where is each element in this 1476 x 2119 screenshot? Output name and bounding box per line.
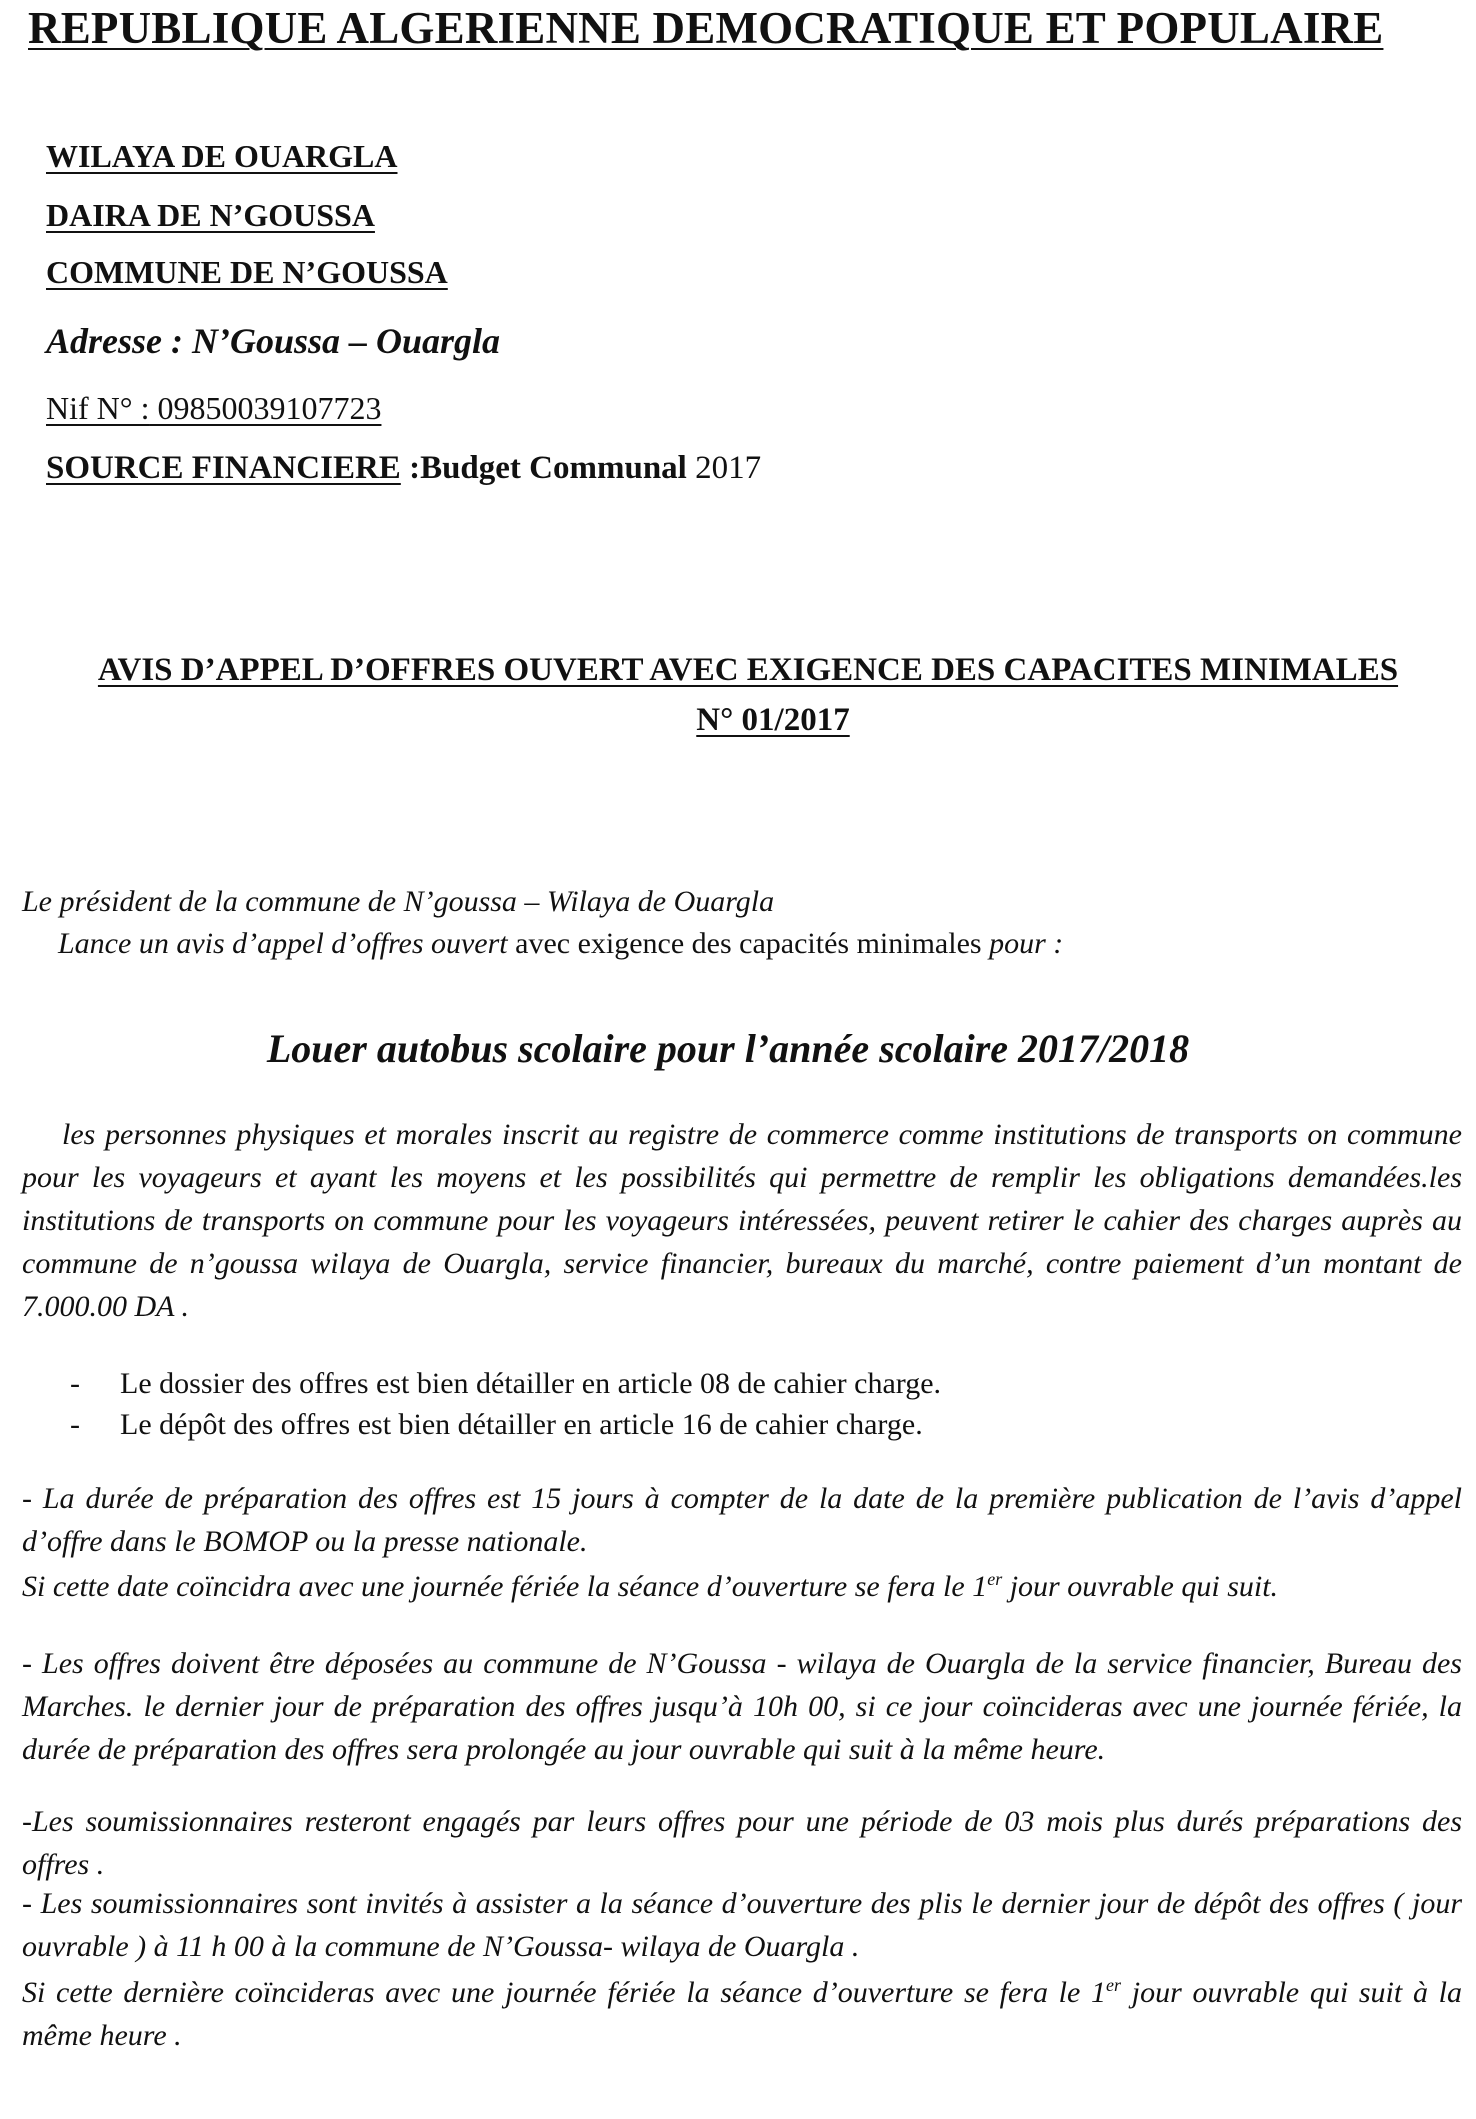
ordinal-superscript: er	[987, 1569, 1003, 1589]
opening-session-paragraph: - Les soumissionnaires sont invités à assister a la séance d’ouverture des plis le dernier jour de dépôt des offres ( jour ouvrable ) à 11 h 00 à la commune de N’Goussa- wilaya de Ouargla .	[22, 1887, 1462, 1963]
bullet-dash: -	[70, 1408, 80, 1441]
holiday-opening-text-end: jour ouvrable qui suit.	[1002, 1570, 1279, 1603]
funding-source-value: Budget Communal	[420, 450, 687, 486]
funding-source-line	[46, 450, 761, 487]
bullet-text: Le dossier des offres est bien détailler en article 08 de cahier charge.	[120, 1367, 942, 1400]
intro-announcement-italic: Lance un avis d’appel d’offres ouvert	[58, 927, 508, 960]
validity-paragraph: -Les soumissionnaires resteront engagés par leurs offres pour une période de 03 mois plus durés préparations des offres .	[22, 1805, 1462, 1881]
holiday-session-text-end: jour ouvrable qui suit à la même heure .	[22, 1976, 1462, 2052]
submission-paragraph: - Les offres doivent être déposées au commune de N’Goussa - wilaya de Ouargla de la service financier, Bureau des Marches. le dernier jour de préparation des offres jusqu’à 10h 00, si ce jour coïncideras avec une journée fériée, la durée de préparation des offres sera prolongée au jour ouvrable qui suit à la même heure.	[22, 1647, 1462, 1766]
holiday-session-text: Si cette dernière coïncideras avec une journée fériée la séance d’ouverture se fera le 1	[22, 1976, 1107, 2009]
intro-announcement-end: pour :	[989, 927, 1064, 960]
intro-issuer: Le président de la commune de N’goussa – Wilaya de Ouargla	[22, 885, 775, 918]
notice-title: AVIS D’APPEL D’OFFRES OUVERT AVEC EXIGENCE DES CAPACITES MINIMALES	[97, 652, 1399, 688]
commune-line: COMMUNE DE N’GOUSSA	[46, 254, 448, 290]
intro-announcement-regular: avec exigence des capacités minimales	[507, 927, 990, 960]
holiday-session-paragraph	[22, 1964, 1462, 2057]
holiday-opening-paragraph	[22, 1558, 1462, 1608]
bullet-item	[70, 1367, 941, 1401]
funding-source-separator: :	[400, 450, 421, 486]
daira-line: DAIRA DE N’GOUSSA	[46, 197, 375, 233]
intro-announcement	[58, 927, 1063, 961]
address-line: Adresse : N’Goussa – Ouargla	[46, 321, 501, 361]
preparation-duration-paragraph: - La durée de préparation des offres est 15 jours à compter de la date de la première publication de l’avis d’appel d’offre dans le BOMOP ou la presse nationale.	[22, 1482, 1462, 1558]
nif-label: Nif N° :	[46, 390, 150, 426]
bullet-item	[70, 1408, 923, 1442]
nif-line	[46, 390, 381, 427]
holiday-opening-text: Si cette date coïncidra avec une journée fériée la séance d’ouverture se fera le 1	[22, 1570, 988, 1603]
funding-source-year: 2017	[686, 450, 762, 486]
nif-value: 09850039107723	[149, 390, 382, 426]
ordinal-superscript: er	[1106, 1975, 1122, 1995]
notice-number: N° 01/2017	[696, 702, 850, 738]
bullet-text: Le dépôt des offres est bien détailler en article 16 de cahier charge.	[120, 1408, 923, 1441]
bullet-dash: -	[70, 1367, 80, 1400]
document-title: REPUBLIQUE ALGERIENNE DEMOCRATIQUE ET POPULAIRE	[28, 3, 1384, 53]
tender-object: Louer autobus scolaire pour l’année scolaire 2017/2018	[266, 1026, 1190, 1071]
wilaya-line: WILAYA DE OUARGLA	[46, 138, 398, 174]
eligibility-paragraph: les personnes physiques et morales inscrit au registre de commerce comme institutions de transports on commune pour les voyageurs et ayant les moyens et les possibilités qui permettre de remplir les obligations demandées.les institutions de transports on commune pour les voyageurs intéressées, peuvent retirer le cahier des charges auprès au commune de n’goussa wilaya de Ouargla, service financier, bureaux du marché, contre paiement d’un montant de 7.000.00 DA .	[22, 1118, 1462, 1323]
funding-source-label: SOURCE FINANCIERE	[46, 450, 401, 486]
